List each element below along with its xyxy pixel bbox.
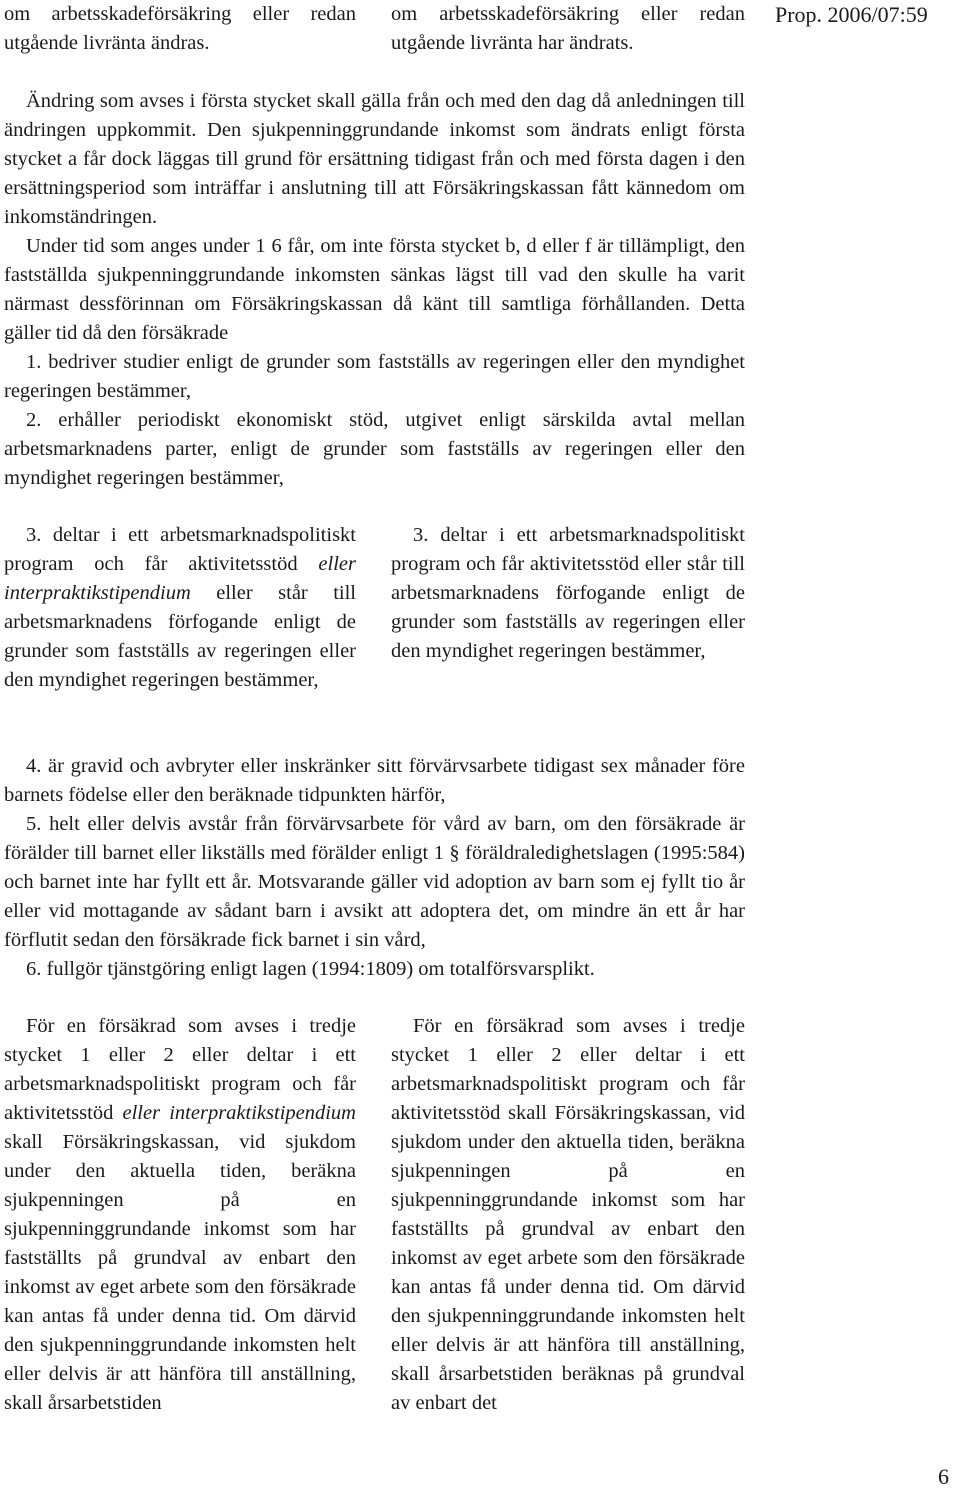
full-width-section-2	[4, 752, 745, 984]
item3-right: 3. deltar i ett arbetsmarknadspolitiskt program och får aktivitetsstöd eller står till arbetsmarknadens förfogande enligt de grunder som fastställs av regeringen eller den myndighet regeringen bestämmer,	[391, 524, 745, 662]
list-item-5: 5. helt eller delvis avstår från förvärvsarbete för vård av barn, om den försäkrade är förälder till barnet eller likställs med förälder enligt 1 § föräldraledighetslagen (1995:584) och barnet inte har fyllt ett år. Motsvarande gäller vid adoption av barn som ej fyllt tio år eller vid mottagande av sådant barn i avsikt att adoptera det, om mindre än ett år har förflutit sedan den försäkrade fick barnet i sin vård,	[4, 813, 745, 951]
page-number: 6	[938, 1464, 949, 1489]
top-right-text: om arbetsskadeförsäkring eller redan utgående livränta har ändrats.	[391, 3, 745, 54]
bottom-left-a: För en försäkrad som avses i tredje stycket 1 eller 2 eller deltar i ett arbetsmarknadspolitiskt program och får aktivitetsstöd	[4, 1015, 356, 1124]
item3-left	[4, 521, 356, 695]
bottom-left-italic: eller interpraktikstipendium	[122, 1102, 356, 1124]
list-item-6: 6. fullgör tjänstgöring enligt lagen (1994:1809) om totalförsvarsplikt.	[26, 958, 595, 980]
list-item-2: 2. erhåller periodiskt ekonomiskt stöd, utgivet enligt särskilda avtal mellan arbetsmarknadens parter, enligt de grunder som fastställs av regeringen eller den myndighet regeringen bestämmer,	[4, 409, 745, 489]
paragraph-change-effective: Ändring som avses i första stycket skall gälla från och med den dag då anledningen till ändringen uppkommit. Den sjukpenninggrundande inkomst som ändrats enligt första stycket a får dock läggas till grund för ersättning tidigast från och med första dagen i den ersättningsperiod som inträffar i anslutning till att Försäkringskassan fått kännedom om inkomständringen.	[4, 90, 745, 228]
bottom-left-b: skall Försäkringskassan, vid sjukdom under den aktuella tiden, beräkna sjukpenningen på en sjukpenninggrundande inkomst som har fastställts på grundval av enbart den inkomst av eget arbete som den försäkrade kan antas få under denna tid. Om därvid den sjukpenninggrundande inkomsten helt eller delvis är att hänföra till anställning, skall årsarbetstiden	[4, 1131, 356, 1414]
bottom-right: För en försäkrad som avses i tredje stycket 1 eller 2 eller deltar i ett arbetsmarknadspolitiskt program och får aktivitetsstöd skall Försäkringskassan, vid sjukdom under den aktuella tiden, beräkna sjukpenningen på en sjukpenninggrundande inkomst som har fastställts på grundval av enbart den inkomst av eget arbete som den försäkrade kan antas få under denna tid. Om därvid den sjukpenninggrundande inkomsten helt eller delvis är att hänföra till anställning, skall årsarbetstiden beräknas på grundval av enbart det	[391, 1015, 745, 1414]
proposition-reference: Prop. 2006/07:59	[775, 2, 928, 27]
item3-comparison	[4, 521, 745, 695]
list-item-4: 4. är gravid och avbryter eller inskränker sitt förvärvsarbete tidigast sex månader före barnets födelse eller den beräknade tidpunkten härför,	[4, 755, 745, 806]
full-width-section	[4, 87, 745, 493]
top-left-text: om arbetsskadeförsäkring eller redan utgående livränta ändras.	[4, 3, 356, 54]
bottom-comparison	[4, 1012, 745, 1418]
top-comparison	[4, 0, 745, 58]
item3-left-b: eller står till arbetsmarknadens förfogande enligt de grunder som fastställs av regeringen eller den myndighet regeringen bestämmer,	[4, 582, 357, 691]
item3-left-italic: eller interpraktikstipendium	[4, 553, 356, 604]
item3-left-a: 3. deltar i ett arbetsmarknadspolitiskt program och får aktivitetsstöd	[4, 524, 356, 575]
list-item-1: 1. bedriver studier enligt de grunder som fastställs av regeringen eller den myndighet regeringen bestämmer,	[4, 351, 745, 402]
paragraph-time-periods: Under tid som anges under 1 6 får, om inte första stycket b, d eller f är tillämpligt, den fastställda sjukpenninggrundande inkomsten sänkas lägst till vad den skulle ha varit närmast dessförinnan om Försäkringskassan då känt till samtliga förhållanden. Detta gäller tid då den försäkrade	[4, 235, 745, 344]
bottom-left	[4, 1012, 356, 1418]
